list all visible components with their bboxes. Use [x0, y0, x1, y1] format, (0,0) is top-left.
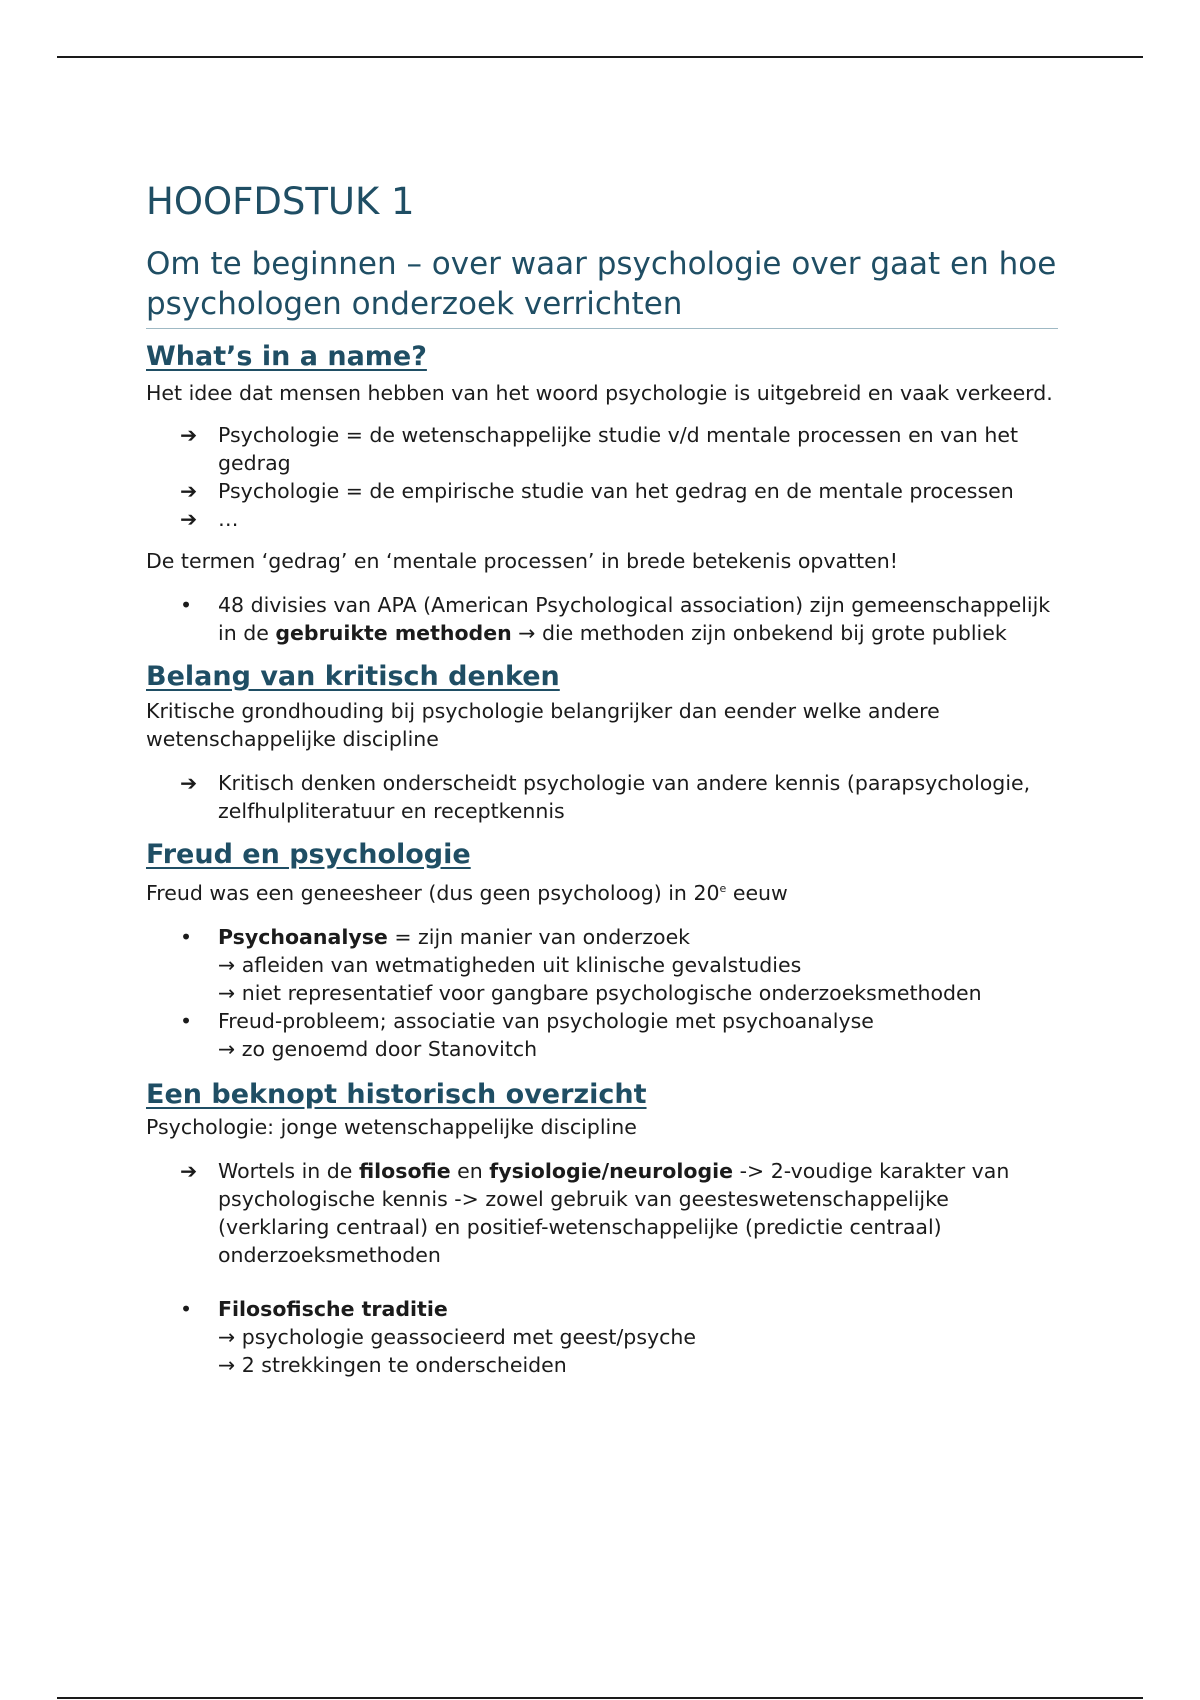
section-heading-freud: Freud en psychologie [146, 839, 471, 870]
section4-arrow-list [146, 1157, 1066, 1269]
chapter-subtitle: Om te beginnen – over waar psychologie over gaat en hoe psychologen onderzoek verrichten [146, 244, 1058, 329]
list-item: ➔ Kritisch denken onderscheidt psychologie van andere kennis (parapsychologie, zelfhulpliteratuur en receptkennis [180, 771, 1031, 823]
arrow-icon: → [218, 1036, 236, 1061]
bullet-icon: • [180, 1296, 193, 1321]
arrow-icon: → [218, 1352, 236, 1377]
arrow-icon: → [218, 980, 236, 1005]
chapter-title: HOOFDSTUK 1 [146, 180, 415, 223]
section3-bullet-list [146, 923, 1066, 1063]
section1-note: De termen ‘gedrag’ en ‘mentale processen’ in brede betekenis opvatten! [146, 549, 898, 573]
arrow-bullet-icon: ➔ [180, 771, 198, 795]
section-heading-whats-in-a-name: What’s in a name? [146, 341, 427, 372]
section3-intro: Freud was een geneesheer (dus geen psycholoog) in 20e eeuw [146, 880, 788, 905]
header-rule [57, 56, 1143, 58]
list-item: • Freud-probleem; associatie van psychologie met psychoanalyse → zo genoemd door Stanovitch [180, 1008, 874, 1061]
bullet-icon: • [180, 924, 193, 949]
section2-arrow-list [146, 769, 1066, 825]
section1-arrow-list [146, 421, 1066, 533]
section4-intro: Psychologie: jonge wetenschappelijke discipline [146, 1114, 637, 1139]
list-item: ➔ Wortels in de filosofie en fysiologie/neurologie -> 2-voudige karakter van psychologische kennis -> zowel gebruik van geesteswetenschappelijke (verklaring centraal) en positief-wetenschappelijke (predictie centraal) onderzoeksmethoden [180, 1158, 1010, 1267]
arrow-bullet-icon: ➔ [180, 479, 198, 503]
list-item: ➔ Psychologie = de wetenschappelijke studie v/d mentale processen en van het gedrag [180, 423, 1019, 475]
arrow-bullet-icon: ➔ [180, 1158, 198, 1183]
section2-intro: Kritische grondhouding bij psychologie belangrijker dan eender welke andere wetenschappelijke discipline [146, 699, 940, 751]
section1-bullet-list [146, 591, 1066, 647]
arrow-bullet-icon: ➔ [180, 423, 198, 447]
document-body [146, 180, 1066, 1379]
section-heading-historisch-overzicht: Een beknopt historisch overzicht [146, 1078, 647, 1110]
bullet-icon: • [180, 1008, 193, 1033]
list-item: • Psychoanalyse = zijn manier van onderzoek → afleiden van wetmatigheden uit klinische gevalstudies → niet representatief voor gangbare psychologische onderzoeksmethoden [180, 924, 982, 1005]
list-item: • Filosofische traditie → psychologie geassocieerd met geest/psyche → 2 strekkingen te onderscheiden [180, 1296, 697, 1377]
list-item: • 48 divisies van APA (American Psychological association) zijn gemeenschappelijk in de gebruikte methoden → die methoden zijn onbekend bij grote publiek [180, 593, 1051, 645]
arrow-icon: → [518, 621, 536, 645]
arrow-icon: → [218, 952, 236, 977]
section1-intro: Het idee dat mensen hebben van het woord psychologie is uitgebreid en vaak verkeerd. [146, 381, 1053, 405]
footer-rule [57, 1697, 1143, 1699]
arrow-icon: → [218, 1324, 236, 1349]
bullet-icon: • [180, 593, 193, 617]
list-item: ➔ Psychologie = de empirische studie van het gedrag en de mentale processen [180, 479, 1014, 503]
list-item: ➔ … [180, 507, 239, 531]
section4-bullet-list [146, 1295, 1066, 1379]
section-heading-kritisch-denken: Belang van kritisch denken [146, 661, 560, 692]
arrow-bullet-icon: ➔ [180, 507, 198, 531]
